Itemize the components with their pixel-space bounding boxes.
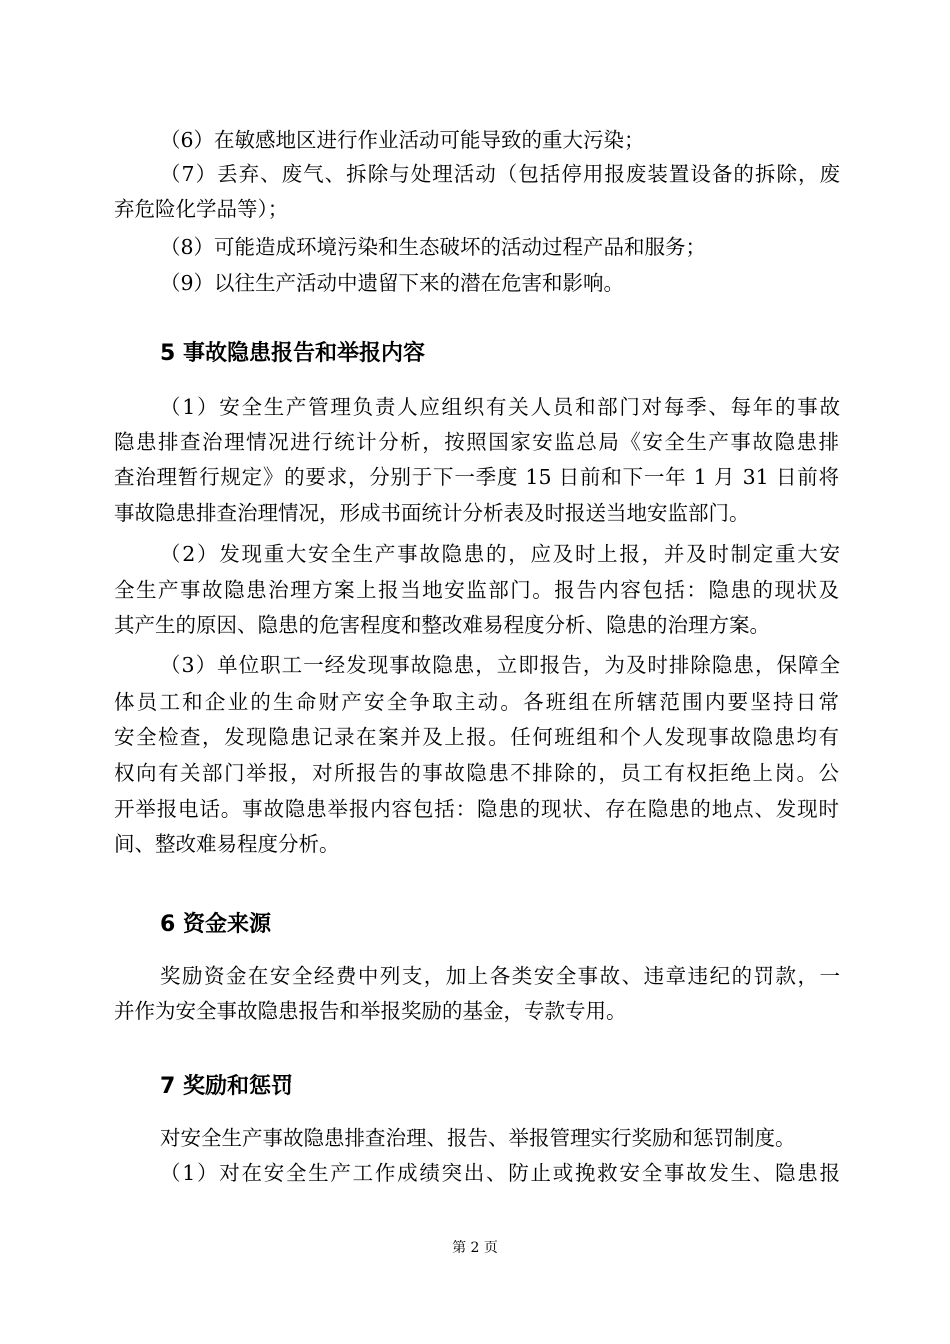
list-item-7-line-2: 弃危险化学品等）； [114,197,289,221]
section-5-paragraph-3-line-4: 权向有关部门举报，对所报告的事故隐患不排除的，员工有权拒绝上岗。公 [114,761,839,785]
section-5-paragraph-3-line-1: （3）单位职工一经发现事故隐患，立即报告，为及时排除隐患，保障全 [160,653,840,677]
section-5-paragraph-1-line-4: 事故隐患排查治理情况，形成书面统计分析表及时报送当地安监部门。 [114,501,750,525]
section-7-paragraph-2-line-1: （1）对在安全生产工作成绩突出、防止或挽救安全事故发生、隐患报 [160,1161,840,1185]
section-5-paragraph-3-line-2: 体员工和企业的生命财产安全争取主动。各班组在所辖范围内要坚持日常 [114,690,839,714]
list-item-6: （6）在敏感地区进行作业活动可能导致的重大污染； [160,128,645,152]
section-6-heading: 6 资金来源 [160,912,271,937]
list-item-9: （9）以往生产活动中遗留下来的潜在危害和影响。 [160,271,625,295]
section-5-paragraph-1-line-2: 隐患排查治理情况进行统计分析，按照国家安监总局《安全生产事故隐患排 [114,430,839,454]
section-5-paragraph-1-line-3: 查治理暂行规定》的要求，分别于下一季度 15 日前和下一年 1 月 31 日前将 [114,465,839,489]
section-5-paragraph-2-line-3: 其产生的原因、隐患的危害程度和整改难易程度分析、隐患的治理方案。 [114,613,770,637]
section-5-paragraph-3-line-3: 安全检查，发现隐患记录在案并及上报。任何班组和个人发现事故隐患均有 [114,725,839,749]
section-5-paragraph-2-line-2: 全生产事故隐患治理方案上报当地安监部门。报告内容包括：隐患的现状及 [114,578,839,602]
section-7-paragraph-1: 对安全生产事故隐患排查治理、报告、举报管理实行奖励和惩罚制度。 [160,1126,796,1150]
page-number: 第 2 页 [452,1240,498,1256]
section-6-paragraph-line-1: 奖励资金在安全经费中列支，加上各类安全事故、违章违纪的罚款，一 [160,964,840,988]
section-7-heading: 7 奖励和惩罚 [160,1074,293,1099]
list-item-7-line-1: （7）丢弃、废气、拆除与处理活动（包括停用报废装置设备的拆除，废 [160,162,840,186]
section-5-heading: 5 事故隐患报告和举报内容 [160,341,425,366]
section-5-paragraph-1-line-1: （1）安全生产管理负责人应组织有关人员和部门对每季、每年的事故 [160,395,840,419]
list-item-8: （8）可能造成环境污染和生态破坏的活动过程产品和服务； [160,235,707,259]
section-5-paragraph-2-line-1: （2）发现重大安全生产事故隐患的，应及时上报，并及时制定重大安 [160,542,840,566]
section-6-paragraph-line-2: 并作为安全事故隐患报告和举报奖励的基金，专款专用。 [114,999,627,1023]
section-5-paragraph-3-line-6: 间、整改难易程度分析。 [114,832,340,856]
section-5-paragraph-3-line-5: 开举报电话。事故隐患举报内容包括：隐患的现状、存在隐患的地点、发现时 [114,797,839,821]
